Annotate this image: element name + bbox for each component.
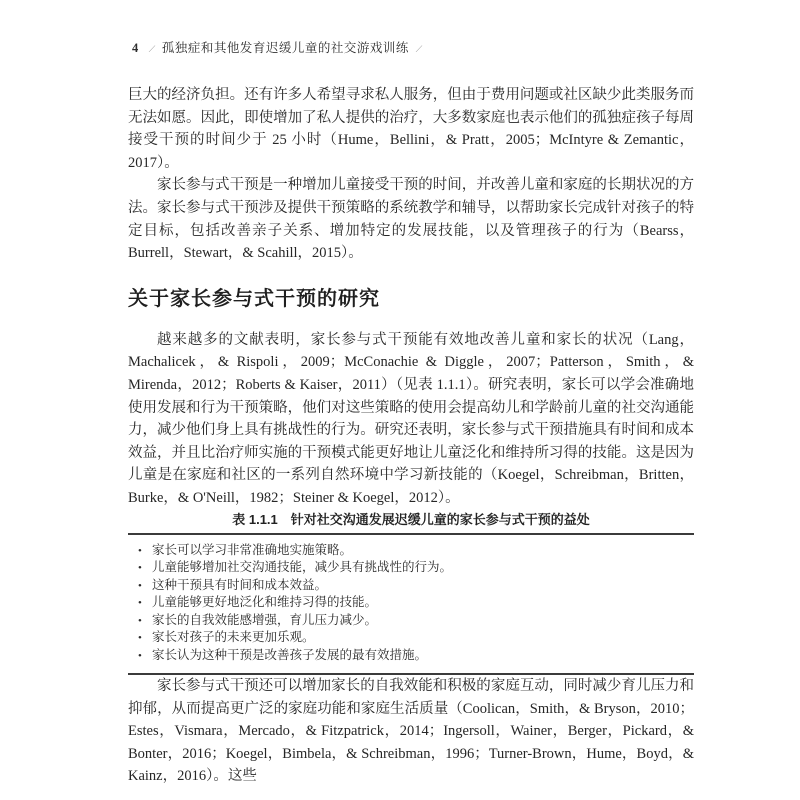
bullet-icon: •	[138, 562, 142, 574]
table-body	[128, 533, 694, 676]
page-number: 4	[132, 41, 139, 55]
bullet-icon: •	[138, 632, 142, 644]
list-item-text: 儿童能够更好地泛化和维持习得的技能。	[152, 595, 378, 609]
paragraph-parent-intervention: 家长参与式干预是一种增加儿童接受干预的时间，并改善儿童和家庭的长期状况的方法。家长参与式干预涉及提供干预策略的系统教学和辅导，以帮助家长完成针对孩子的特定目标，包括改善亲子关系、增加特定的发展技能，以及管理孩子的行为（Bearss，Burrell，Stewart，& Scahill，2015）。	[128, 177, 694, 262]
table-caption: 表 1.1.1 针对社交沟通发展迟缓儿童的家长参与式干预的益处	[232, 511, 590, 527]
list-item	[138, 647, 694, 665]
section-heading: 关于家长参与式干预的研究	[128, 287, 380, 310]
text-column	[128, 84, 694, 788]
list-item-text: 这种干预具有时间和成本效益。	[152, 577, 328, 592]
list-item-text: 家长的自我效能感增强，育儿压力减少。	[152, 612, 378, 627]
list-item-text: 家长对孩子的未来更加乐观。	[152, 630, 315, 644]
bullet-icon: •	[138, 649, 142, 662]
list-item-text: 家长认为这种干预是改善孩子发展的最有效措施。	[152, 647, 428, 662]
header-slash-right: ⁄	[416, 44, 421, 55]
paragraph-research: 越来越多的文献表明，家长参与式干预能有效地改善儿童和家长的状况（Lang，Machalicek，& Rispoli，2009；McConachie & Diggle，2007；Patterson，Smith，& Mirenda，2012；Roberts & Kaiser，2011）（见表 1.1.1）。研究表明，家长可以学会准确地使用发展和行为干预策略，他们对这些策略的使用会提高幼儿和学龄前儿童的社交沟通能力，减少他们身上具有挑战性的行为。研究还表明，家长参与式干预措施具有时间和成本效益，并且比治疗师实施的干预模式能更好地让儿童泛化和维持所习得的技能。这是因为儿童是在家庭和社区的一系列自然环境中学习新技能的（Koegel，Schreibman，Britten，Burke，& O'Neill，1982；Steiner & Koegel，2012）。	[128, 331, 694, 506]
benefit-list	[128, 542, 694, 665]
list-item	[138, 559, 694, 577]
paragraph-closing: 家长参与式干预还可以增加家长的自我效能和积极的家庭互动，同时减少育儿压力和抑郁，从而提高更广泛的家庭功能和家庭生活质量（Coolican，Smith，& Bryson，2010；Estes，Vismara，Mercado，& Fitzpatrick，2014；Ingersoll，Wainer，Berger，Pickard，& Bonter，2016；Koegel，Bimbela，& Schreibman，1996；Turner-Brown，Hume，Boyd，& Kainz，2016）。这些	[128, 678, 694, 785]
benefits-table	[128, 512, 694, 676]
bullet-icon: •	[138, 597, 142, 609]
bullet-icon: •	[138, 579, 142, 592]
paragraph-continued: 巨大的经济负担。还有许多人希望寻求私人服务，但由于费用问题或社区缺少此类服务而无法如愿。因此，即使增加了私人提供的治疗，大多数家庭也表示他们的孤独症孩子每周接受干预的时间少于 25 小时（Hume，Bellini，& Pratt，2005；McIntyre & Zemantic，2017）。	[128, 87, 694, 171]
running-header	[132, 38, 420, 56]
list-item	[138, 577, 694, 595]
header-slash-left: ⁄	[150, 44, 155, 55]
list-item	[138, 612, 694, 630]
list-item-text: 家长可以学习非常准确地实施策略。	[152, 542, 353, 557]
bullet-icon: •	[138, 614, 142, 627]
list-item	[138, 542, 694, 560]
running-title: 孤独症和其他发育迟缓儿童的社交游戏训练	[161, 41, 409, 55]
list-item	[138, 594, 694, 612]
bullet-icon: •	[138, 544, 142, 557]
list-item	[138, 629, 694, 647]
list-item-text: 儿童能够增加社交沟通技能，减少具有挑战性的行为。	[152, 560, 453, 574]
